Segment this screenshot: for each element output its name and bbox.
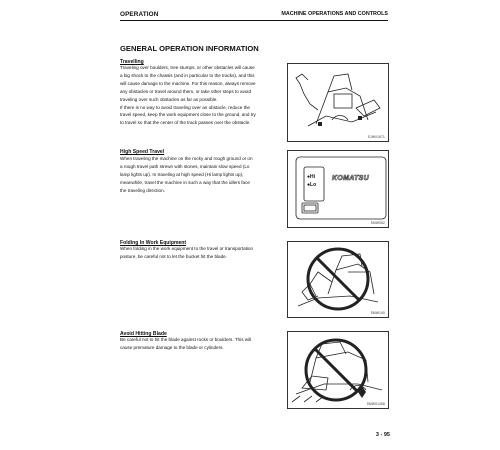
text-line: lamp lights up). In traveling at high speed (Hi lamp lights up), [120, 171, 244, 177]
page-title: GENERAL OPERATION INFORMATION [120, 44, 259, 53]
excavator-over-obstacle-illustration [288, 64, 388, 141]
lamp-dot-icon: ● [307, 174, 311, 180]
section-text-high-speed-travel [120, 155, 280, 195]
text-line: traveling over such obstacles as far as possible. [120, 96, 218, 102]
text-line: to travel so that the center of the track passes over the obstacle. [120, 120, 251, 126]
header-section: MACHINE OPERATIONS AND CONTROLS [281, 11, 388, 17]
header-rule [120, 20, 388, 21]
text-line: If there is no way to avoid traveling over an obstacle, reduce the [120, 104, 250, 110]
brand-logo: KOMATSU [332, 175, 369, 182]
text-line: will cause damage to the machine. For this reason, always remove [120, 80, 256, 86]
figure-code: SMW01458 [366, 402, 385, 406]
figure-obstacle-travel [287, 63, 389, 142]
section-text-folding-in [120, 245, 280, 261]
figure-code: SMW140 [370, 311, 385, 315]
blade-hitting-rock-illustration [288, 332, 388, 408]
section-heading-folding-in: Folding In Work Equipment [120, 240, 187, 246]
figure-speed-panel [287, 150, 389, 228]
page-header [120, 11, 388, 23]
lamp-dot-icon: ● [307, 182, 311, 188]
figure-bucket-blade [287, 241, 389, 318]
text-line: Traveling over boulders, tree stumps, or other obstacles will cause [120, 65, 255, 70]
figure-code: SMW052 [370, 221, 385, 225]
section-heading-high-speed-travel: High Speed Travel [120, 149, 165, 155]
figure-blade-rock [287, 331, 389, 409]
text-line: meanwhile, travel the machine in such a way that the idlers face [120, 179, 250, 185]
header-chapter: OPERATION [120, 11, 159, 18]
section-heading-avoid-hitting-blade: Avoid Hitting Blade [120, 331, 167, 337]
text-line: the traveling direction. [120, 187, 165, 193]
text-line: Be careful not to hit the blade against rocks or boulders. This will [120, 337, 252, 342]
text-line: any obstacles or travel around them, or take other steps to avoid [120, 88, 251, 94]
hi-lamp [307, 174, 315, 180]
lo-label: Lo [310, 182, 317, 188]
text-line: travel speed, keep the work equipment close to the ground, and try [120, 112, 256, 118]
hi-label: Hi [310, 174, 316, 180]
figure-code: SJW01671 [367, 135, 385, 139]
monitor-panel-illustration [288, 151, 388, 227]
lo-lamp [307, 182, 316, 188]
section-text-avoid-hitting-blade [120, 336, 280, 352]
text-line: a rough travel path strewn with stones, maintain slow speed (Lo [120, 163, 250, 169]
section-text-travelling [120, 64, 280, 127]
text-line: When traveling the machine on the rocky and rough ground or on [120, 156, 253, 161]
text-line: cause premature damage to the blade or cylinders. [120, 344, 224, 350]
text-line: a big shock to the chassis (and in particular to the tracks), and this [120, 72, 255, 78]
section-heading-travelling: Travelling [120, 59, 144, 65]
page-number: 3 - 95 [375, 432, 390, 438]
text-line: posture, be careful not to let the bucket hit the blade. [120, 253, 228, 259]
bucket-hitting-blade-illustration [288, 242, 388, 317]
text-line: When folding in the work equipment to the travel or transportation [120, 246, 254, 251]
